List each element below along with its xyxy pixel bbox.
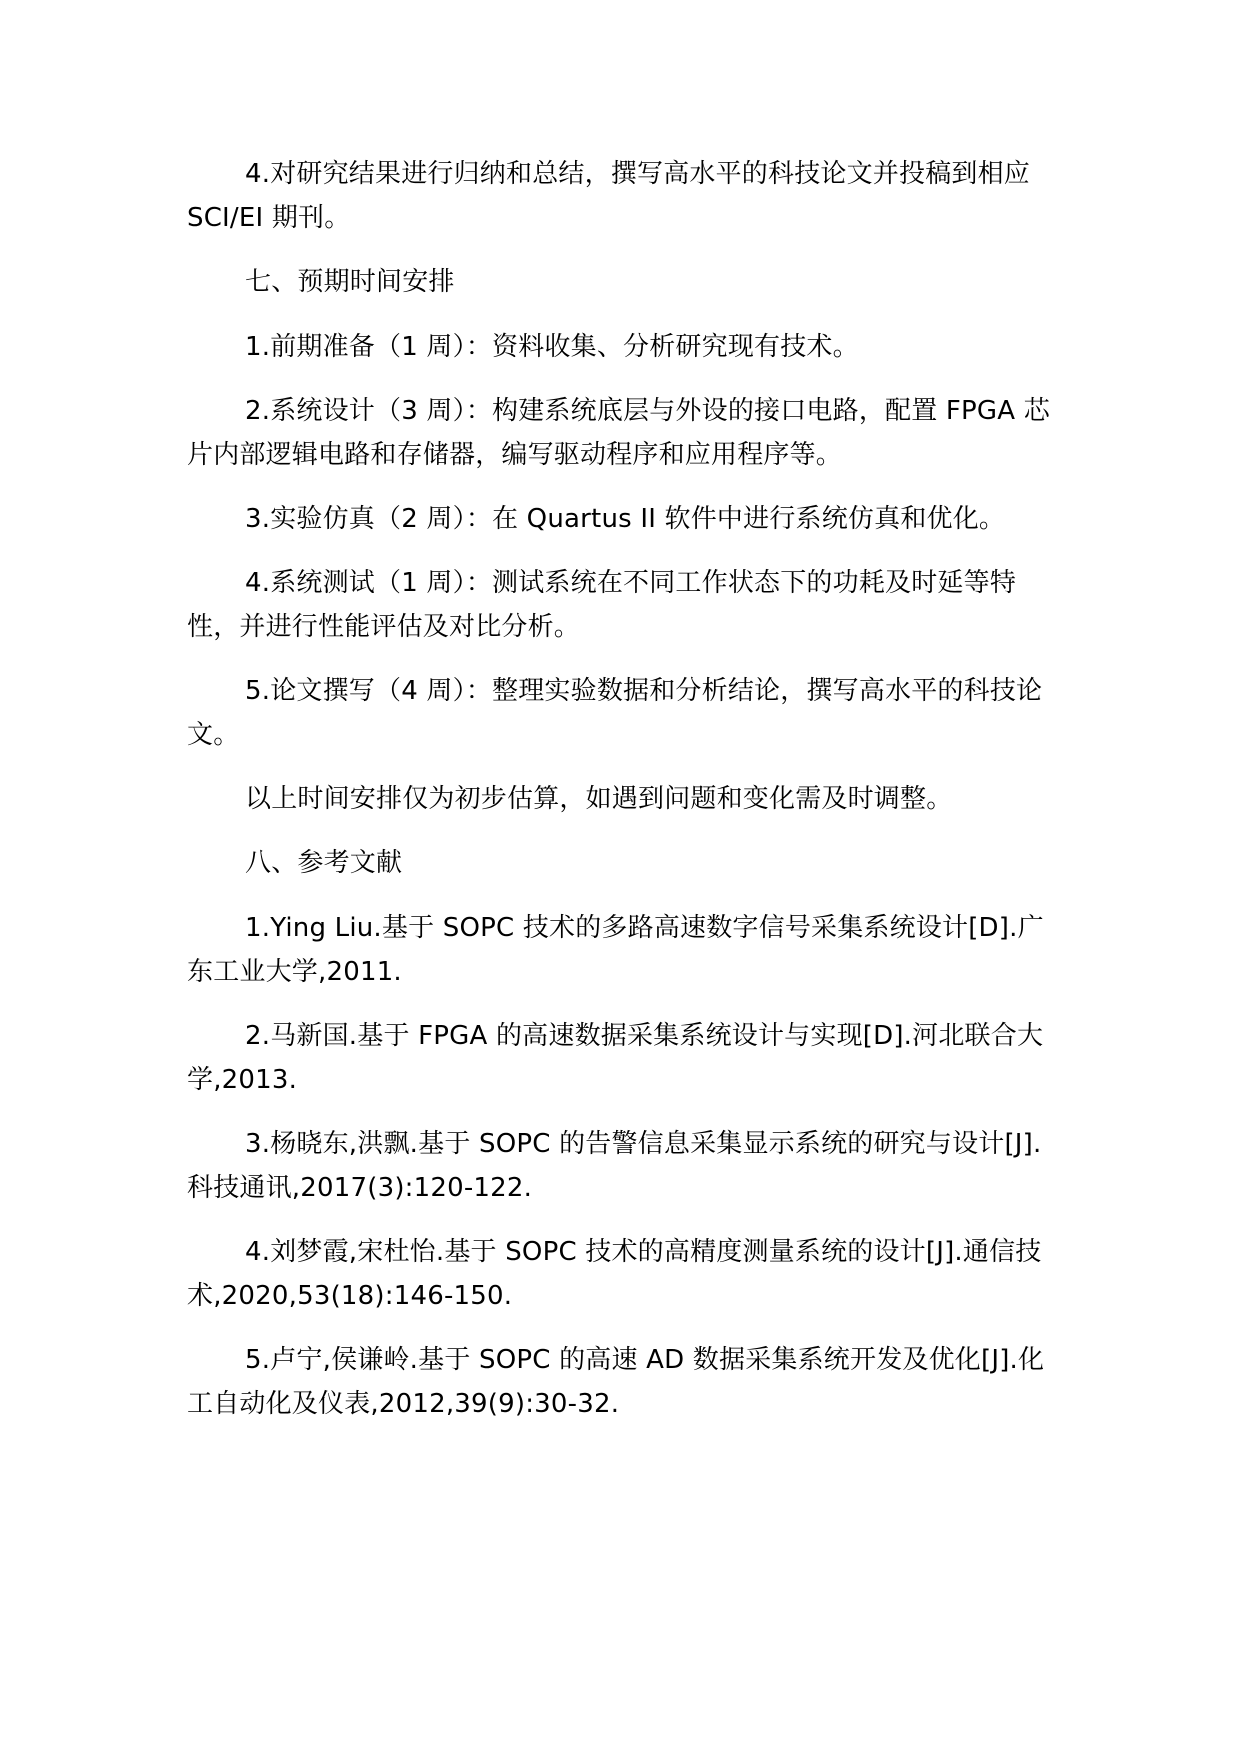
reference-item: 3.杨晓东,洪飘.基于 SOPC 的告警信息采集显示系统的研究与设计[J].科技通讯,2017(3):120-122. — [187, 1129, 1042, 1203]
schedule-item-system-design: 2.系统设计（3 周）：构建系统底层与外设的接口电路，配置 FPGA 芯片内部逻辑电路和存储器，编写驱动程序和应用程序等。 — [187, 396, 1050, 470]
research-summary-paragraph: 4.对研究结果进行归纳和总结，撰写高水平的科技论文并投稿到相应 SCI/EI 期刊。 — [187, 159, 1031, 233]
schedule-item-preparation: 1.前期准备（1 周）：资料收集、分析研究现有技术。 — [245, 332, 859, 362]
schedule-item-testing: 4.系统测试（1 周）：测试系统在不同工作状态下的功耗及时延等特性，并进行性能评估及对比分析。 — [187, 568, 1017, 642]
schedule-item-simulation: 3.实验仿真（2 周）：在 Quartus II 软件中进行系统仿真和优化。 — [245, 504, 1006, 534]
schedule-note-paragraph: 以上时间安排仅为初步估算，如遇到问题和变化需及时调整。 — [245, 784, 953, 814]
reference-item: 1.Ying Liu.基于 SOPC 技术的多路高速数字信号采集系统设计[D].广东工业大学,2011. — [187, 913, 1044, 987]
section-eight-heading: 八、参考文献 — [245, 848, 403, 878]
reference-item: 2.马新国.基于 FPGA 的高速数据采集系统设计与实现[D].河北联合大学,2013. — [187, 1021, 1044, 1095]
schedule-item-paper-writing: 5.论文撰写（4 周）：整理实验数据和分析结论，撰写高水平的科技论文。 — [187, 676, 1043, 750]
section-seven-heading: 七、预期时间安排 — [245, 267, 455, 297]
document-body — [187, 152, 1059, 1446]
reference-item: 4.刘梦霞,宋杜怡.基于 SOPC 技术的高精度测量系统的设计[J].通信技术,2020,53(18):146-150. — [187, 1237, 1042, 1311]
reference-item: 5.卢宁,侯谦岭.基于 SOPC 的高速 AD 数据采集系统开发及优化[J].化工自动化及仪表,2012,39(9):30-32. — [187, 1345, 1045, 1419]
